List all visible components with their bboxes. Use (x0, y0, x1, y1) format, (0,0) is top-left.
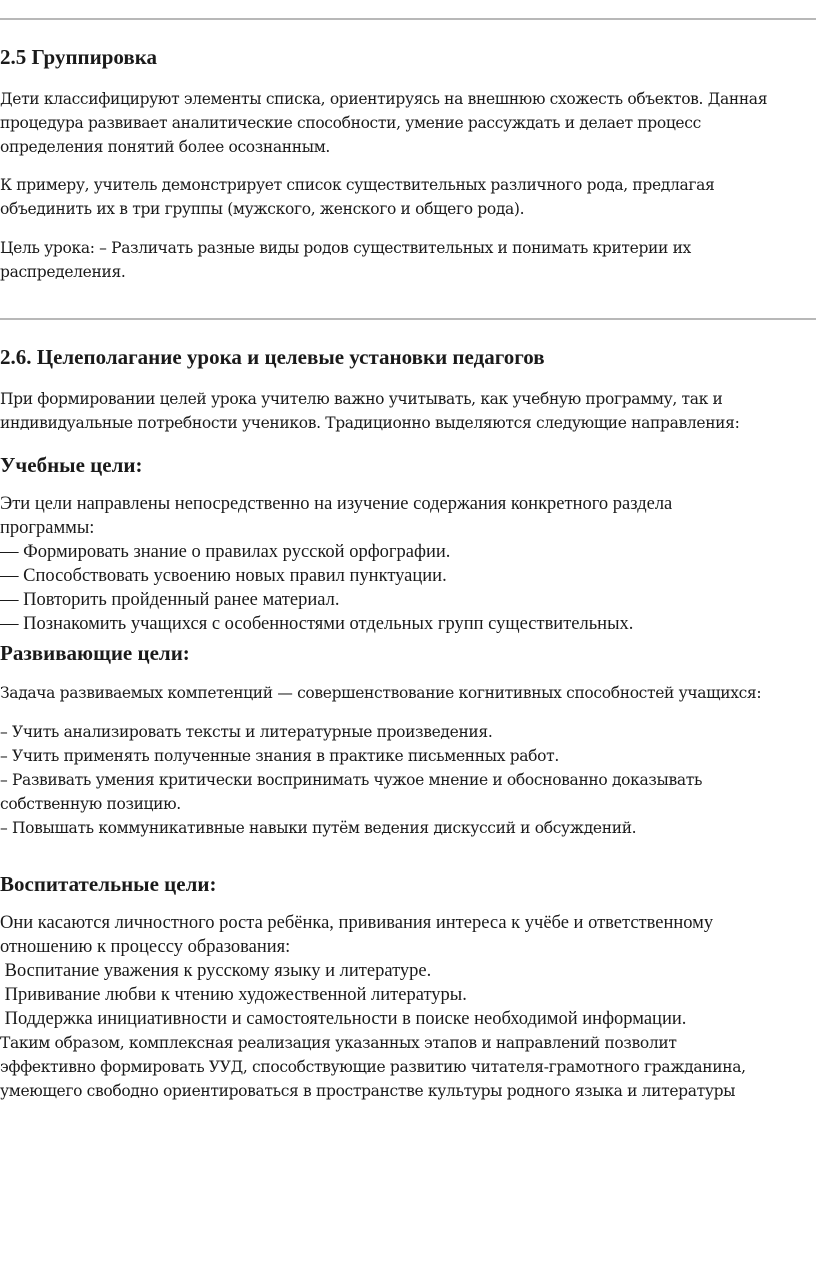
educational-goals-list (0, 540, 812, 636)
section-2-5-title: 2.5 Группировка (0, 45, 158, 69)
top-divider (0, 18, 816, 20)
text-line: распределения. (0, 263, 126, 281)
text-line: К примеру, учитель демонстрирует список существительных различного рода, предлагая (0, 176, 715, 194)
conclusion-paragraph (0, 1031, 812, 1103)
text-line: отношению к процессу образования: (0, 937, 291, 957)
section-divider (0, 318, 816, 320)
text-line: Дети классифицируют элементы списка, ориентируясь на внешнюю схожесть объектов. Данная (0, 90, 768, 108)
list-item: – Развивать умения критически воспринимать чужое мнение и обоснованно доказывать (0, 771, 703, 789)
text-line: определения понятий более осознанным. (0, 138, 330, 156)
list-item: Поддержка инициативности и самостоятельности в поиске необходимой информации. (0, 1009, 687, 1029)
upbringing-goals-list (0, 959, 812, 1031)
upbringing-goals-heading: Воспитательные цели: (0, 872, 217, 896)
text-line: Они касаются личностного роста ребёнка, прививания интереса к учёбе и ответственному (0, 913, 714, 933)
educational-goals-intro (0, 492, 812, 540)
developmental-goals-heading: Развивающие цели: (0, 641, 190, 665)
text-line: Цель урока: – Различать разные виды родов существительных и понимать критерии их (0, 239, 691, 257)
lesson-goal-paragraph (0, 236, 812, 284)
list-item: Прививание любви к чтению художественной литературы. (0, 985, 467, 1005)
list-item: — Формировать знание о правилах русской орфографии. (0, 542, 451, 562)
section-2-6-intro (0, 387, 812, 435)
text-line: эффективно формировать УУД, способствующие развитию читателя-грамотного гражданина, (0, 1058, 746, 1076)
developmental-goals-list (0, 720, 812, 840)
section-2-5-paragraph-2 (0, 173, 812, 221)
text-line: индивидуальные потребности учеников. Традиционно выделяются следующие направления: (0, 414, 740, 432)
section-2-6-title: 2.6. Целеполагание урока и целевые установки педагогов (0, 345, 545, 369)
text-line: объединить их в три группы (мужского, женского и общего рода). (0, 200, 525, 218)
text-line: процедура развивает аналитические способности, умение рассуждать и делает процесс (0, 114, 701, 132)
text-line: Таким образом, комплексная реализация указанных этапов и направлений позволит (0, 1034, 677, 1052)
section-2-5-paragraph-1 (0, 87, 812, 159)
educational-goals-heading: Учебные цели: (0, 453, 143, 477)
text-line: Эти цели направлены непосредственно на изучение содержания конкретного раздела (0, 494, 673, 514)
list-item: – Повышать коммуникативные навыки путём ведения дискуссий и обсуждений. (0, 819, 637, 837)
list-item: – Учить анализировать тексты и литературные произведения. (0, 723, 493, 741)
text-line: умеющего свободно ориентироваться в пространстве культуры родного языка и литературы (0, 1082, 736, 1100)
list-item: Воспитание уважения к русскому языку и литературе. (0, 961, 432, 981)
text-line: программы: (0, 518, 95, 538)
list-item: собственную позицию. (0, 795, 181, 813)
list-item: — Способствовать усвоению новых правил пунктуации. (0, 566, 447, 586)
list-item: – Учить применять полученные знания в практике письменных работ. (0, 747, 559, 765)
developmental-goals-intro: Задача развиваемых компетенций — совершенствование когнитивных способностей учащихся: (0, 684, 762, 702)
text-line: При формировании целей урока учителю важно учитывать, как учебную программу, так и (0, 390, 723, 408)
upbringing-goals-intro (0, 911, 812, 959)
list-item: — Познакомить учащихся с особенностями отдельных групп существительных. (0, 614, 634, 634)
list-item: — Повторить пройденный ранее материал. (0, 590, 340, 610)
